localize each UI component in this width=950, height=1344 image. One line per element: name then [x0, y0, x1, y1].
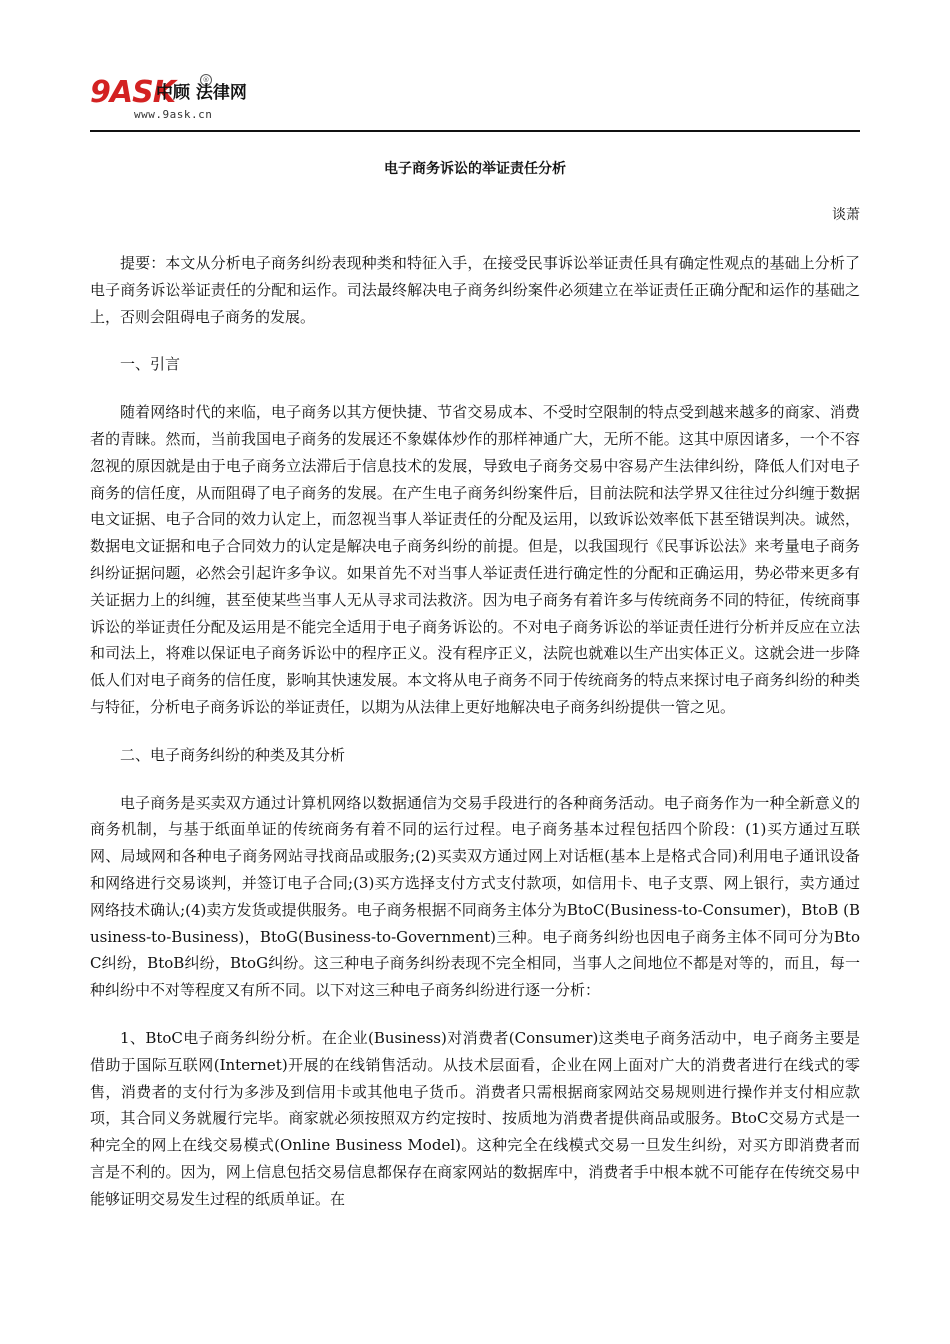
site-logo[interactable]	[90, 72, 290, 126]
document-body	[90, 250, 860, 1234]
document-author: 谈萧	[832, 207, 860, 223]
body-paragraph: 电子商务是买卖双方通过计算机网络以数据通信为交易手段进行的各种商务活动。电子商务作为一种全新意义的商务机制，与基于纸面单证的传统商务有着不同的运行过程。电子商务基本过程包括四个阶段：(1)买方通过互联网、局域网和各种电子商务网站寻找商品或服务;(2)买卖双方通过网上对话框(基本上是格式合同)利用电子通讯设备和网络进行交易谈判，并签订电子合同;(3)买方选择支付方式支付款项，如信用卡、电子支票、网上银行，卖方通过网络技术确认;(4)卖方发货或提供服务。电子商务根据不同商务主体分为BtoC(Business-to-Consumer)，BtoB (Business-to-Business)，BtoG(Business-to-Government)三种。电子商务纠纷也因电子商务主体不同可分为BtoC纠纷，BtoB纠纷，BtoG纠纷。这三种电子商务纠纷表现不完全相同，当事人之间地位不都是对等的，而且，每一种纠纷中不对等程度又有所不同。以下对这三种电子商务纠纷进行逐一分析：	[90, 793, 860, 1000]
logo-chinese-name: 中顾 法律网	[156, 83, 247, 103]
logo-mark: 9ASK	[90, 75, 175, 110]
abstract-paragraph: 提要：本文从分析电子商务纠纷表现种类和特征入手，在接受民事诉讼举证责任具有确定性观点的基础上分析了电子商务诉讼举证责任的分配和运作。司法最终解决电子商务纠纷案件必须建立在举证责任正确分配和运作的基础之上，否则会阻碍电子商务的发展。	[90, 254, 860, 326]
page-header	[90, 72, 860, 132]
section-heading: 一、引言	[120, 355, 181, 374]
logo-url: www.9ask.cn	[134, 108, 213, 121]
body-paragraph: 随着网络时代的来临，电子商务以其方便快捷、节省交易成本、不受时空限制的特点受到越来越多的商家、消费者的青睐。然而，当前我国电子商务的发展还不象媒体炒作的那样神通广大，无所不能。这其中原因诸多，一个不容忽视的原因就是由于电子商务立法滞后于信息技术的发展，导致电子商务交易中容易产生法律纠纷，降低人们对电子商务的信任度，从而阻碍了电子商务的发展。在产生电子商务纠纷案件后，目前法院和法学界又往往过分纠缠于数据电文证据、电子合同的效力认定上，而忽视当事人举证责任的分配及运用，以致诉讼效率低下甚至错误判决。诚然，数据电文证据和电子合同效力的认定是解决电子商务纠纷的前提。但是，以我国现行《民事诉讼法》来考量电子商务纠纷证据问题，必然会引起许多争议。如果首先不对当事人举证责任进行确定性的分配和正确运用，势必带来更多有关证据力上的纠缠，甚至使某些当事人无从寻求司法救济。因为电子商务有着许多与传统商务不同的特征，传统商事诉讼的举证责任分配及运用是不能完全适用于电子商务诉讼的。不对电子商务诉讼的举证责任进行分析并反应在立法和司法上，将难以保证电子商务诉讼中的程序正义。没有程序正义，法院也就难以生产出实体正义。这就会进一步降低人们对电子商务的信任度，影响其快速发展。本文将从电子商务不同于传统商务的特点来探讨电子商务纠纷的种类与特征，分析电子商务诉讼的举证责任，以期为从法律上更好地解决电子商务纠纷提供一管之见。	[90, 403, 860, 716]
registered-icon: ®	[200, 74, 212, 86]
document-title: 电子商务诉讼的举证责任分析	[384, 161, 566, 177]
section-heading: 二、电子商务纠纷的种类及其分析	[120, 745, 346, 764]
body-paragraph: 1、BtoC电子商务纠纷分析。在企业(Business)对消费者(Consumer)这类电子商务活动中，电子商务主要是借助于国际互联网(Internet)开展的在线销售活动。从技术层面看，企业在网上面对广大的消费者进行在线式的零售，消费者的支付行为多涉及到信用卡或其他电子货币。消费者只需根据商家网站交易规则进行操作并支付相应款项，其合同义务就履行完毕。商家就必须按照双方约定按时、按质地为消费者提供商品或服务。BtoC交易方式是一种完全的网上在线交易模式(Online Business Model)。这种完全在线模式交易一旦发生纠纷，对买方即消费者而言是不利的。因为，网上信息包括交易信息都保存在商家网站的数据库中，消费者手中根本就不可能存在传统交易中能够证明交易发生过程的纸质单证。在	[90, 1028, 860, 1208]
